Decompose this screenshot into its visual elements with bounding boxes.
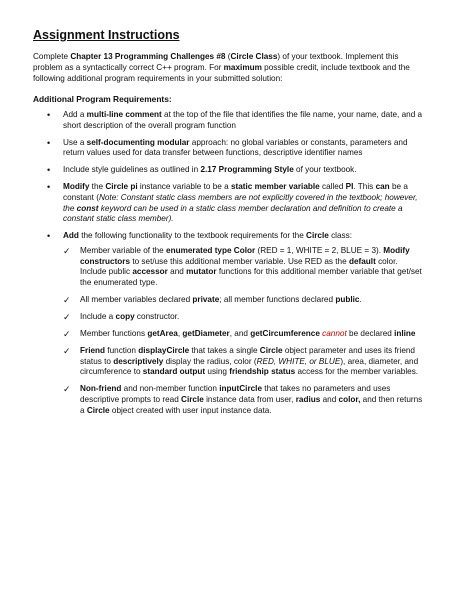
text: Use a — [63, 137, 87, 147]
text: ; all member functions declared — [219, 294, 336, 304]
text: be declared — [346, 329, 395, 338]
text: display the radius, color ( — [163, 356, 257, 366]
text: Complete — [33, 52, 71, 61]
text-bold-italic: const — [76, 203, 99, 213]
text-bold: accessor — [132, 267, 168, 277]
checkmark-icon: ✓ — [63, 384, 71, 395]
text-bold: displayCircle — [138, 346, 190, 356]
text: that takes no parameters and uses descriptive prompts to read — [80, 384, 391, 404]
text-bold: Chapter 13 Programming Challenges #8 — [70, 52, 226, 61]
checkmark-icon: ✓ — [63, 329, 71, 339]
text-bold: Non-friend — [80, 384, 122, 394]
text-bold: PI — [345, 182, 354, 192]
text: of your textbook. — [293, 165, 357, 175]
checkmark-icon: ✓ — [63, 245, 71, 256]
text-bold: getArea — [147, 329, 178, 338]
text: possible credit, include textbook and the following additional program requirements in your submitted solution: — [33, 63, 410, 83]
text: to set/use this additional member variable. Use RED as the — [130, 256, 349, 266]
text: Member variable of the — [80, 245, 167, 255]
text: Member functions — [80, 329, 148, 338]
text: class: — [328, 231, 353, 241]
text: and — [320, 394, 339, 404]
functionality-checklist — [63, 246, 425, 416]
text-bold: Modify constructors — [80, 245, 410, 266]
text: be a constant ( — [63, 182, 408, 203]
text-bold: friendship status — [229, 367, 296, 377]
text: and non-member function — [121, 384, 220, 394]
text: using — [205, 367, 230, 377]
text-italic: keyword can be used in a static class member declaration and definition to create a constant static class member). — [63, 203, 403, 224]
text-bold: descriptively — [113, 356, 164, 366]
text-bold: Circle — [181, 394, 204, 404]
text-bold: Circle — [306, 231, 329, 241]
checklist-item — [63, 384, 425, 416]
text-bold: inputCircle — [219, 384, 263, 394]
text-bold: 2.17 Programming Style — [200, 165, 294, 175]
requirements-list — [33, 110, 425, 416]
text-bold: Circle pi — [105, 182, 138, 192]
text: approach: no global variables or constants, parameters and return values used for data transfer between functions, descriptive identifier names — [63, 137, 408, 158]
page-title: Assignment Instructions — [33, 28, 180, 42]
checkmark-icon: ✓ — [63, 346, 71, 357]
text: Add a — [63, 110, 87, 119]
checkmark-icon: ✓ — [63, 294, 71, 305]
text-bold: Circle — [259, 346, 283, 356]
requirement-item — [33, 231, 425, 416]
text-bold: can — [375, 182, 390, 192]
section-heading: Additional Program Requirements: — [33, 94, 172, 104]
text: the following functionality to the textbook requirements for the — [78, 231, 307, 241]
text: at the top of the file that identifies the file name, your name, date, and a short description of the overall program function — [63, 110, 423, 130]
text: called — [319, 182, 346, 192]
requirement-item — [33, 165, 425, 176]
text: All member variables declared — [80, 294, 193, 304]
text-italic: RED, WHITE, or BLUE — [256, 356, 341, 366]
checklist-item — [63, 346, 425, 378]
text-bold: default — [348, 256, 376, 266]
text-italic-red: cannot — [322, 329, 347, 338]
text: Include a — [80, 311, 116, 321]
text-bold: Modify — [63, 182, 90, 192]
text-bold: copy — [115, 311, 135, 321]
text-bold: maximum — [223, 63, 262, 72]
text: ), area, diameter, and circumference to — [80, 356, 419, 377]
text: constructor. — [134, 311, 180, 321]
checklist-item — [63, 329, 425, 340]
text-bold: getDiameter — [182, 329, 230, 338]
text-bold: radius — [295, 394, 321, 404]
text-bold: Add — [63, 231, 79, 241]
text: access for the member variables. — [295, 367, 419, 377]
checklist-item — [63, 312, 425, 323]
text-bold: Circle — [86, 405, 110, 415]
text-bold: standard output — [142, 367, 206, 377]
text-bold: self-documenting modular — [86, 137, 190, 147]
requirement-item — [33, 182, 425, 224]
text-bold: Circle Class — [230, 52, 278, 61]
text-bold: color, — [338, 394, 361, 404]
text: the — [89, 182, 106, 192]
checklist-item — [63, 246, 425, 288]
text-bold: mutator — [186, 267, 217, 277]
text: (RED = 1, WHITE = 2, BLUE = 3). — [255, 245, 384, 255]
text: and then returns a — [80, 394, 423, 415]
text: object created with user input instance data. — [109, 405, 272, 415]
text: Include style guidelines as outlined in — [63, 165, 201, 175]
text: . — [359, 294, 362, 304]
text-bold: static member variable — [230, 182, 320, 192]
document-page — [33, 28, 425, 423]
checkmark-icon: ✓ — [63, 311, 71, 322]
text: and — [167, 267, 187, 277]
text: ( — [225, 52, 231, 61]
checklist-item — [63, 295, 425, 306]
text-bold: getCircumference — [250, 329, 320, 338]
intro-paragraph — [33, 51, 425, 84]
text-bold: private — [192, 294, 220, 304]
text: function — [105, 346, 139, 356]
text: that takes a single — [189, 346, 260, 356]
text: object parameter and uses its friend status to — [80, 346, 415, 366]
text: , — [177, 329, 183, 338]
text: , and — [229, 329, 251, 338]
text-bold: enumerated type Color — [166, 245, 256, 255]
text: color. Include public — [80, 256, 398, 277]
text: ) of your textbook. Implement this problem as a syntactically correct C++ program. For — [33, 52, 399, 72]
requirement-item — [33, 138, 425, 159]
text-bold: Friend — [80, 346, 106, 356]
text: instance data from user, — [203, 394, 296, 404]
text-bold: public — [335, 294, 360, 304]
text: functions for this additional member variable that get/set the enumerated type. — [80, 267, 422, 287]
text: instance variable to be a — [137, 182, 231, 192]
text-italic: Note: Constant static class members are not explicitly covered in the textbook; however, the — [63, 193, 418, 213]
text-bold: inline — [394, 329, 416, 338]
text-bold: multi-line comment — [86, 110, 162, 119]
text: . This — [353, 182, 376, 192]
requirement-item — [33, 110, 425, 131]
